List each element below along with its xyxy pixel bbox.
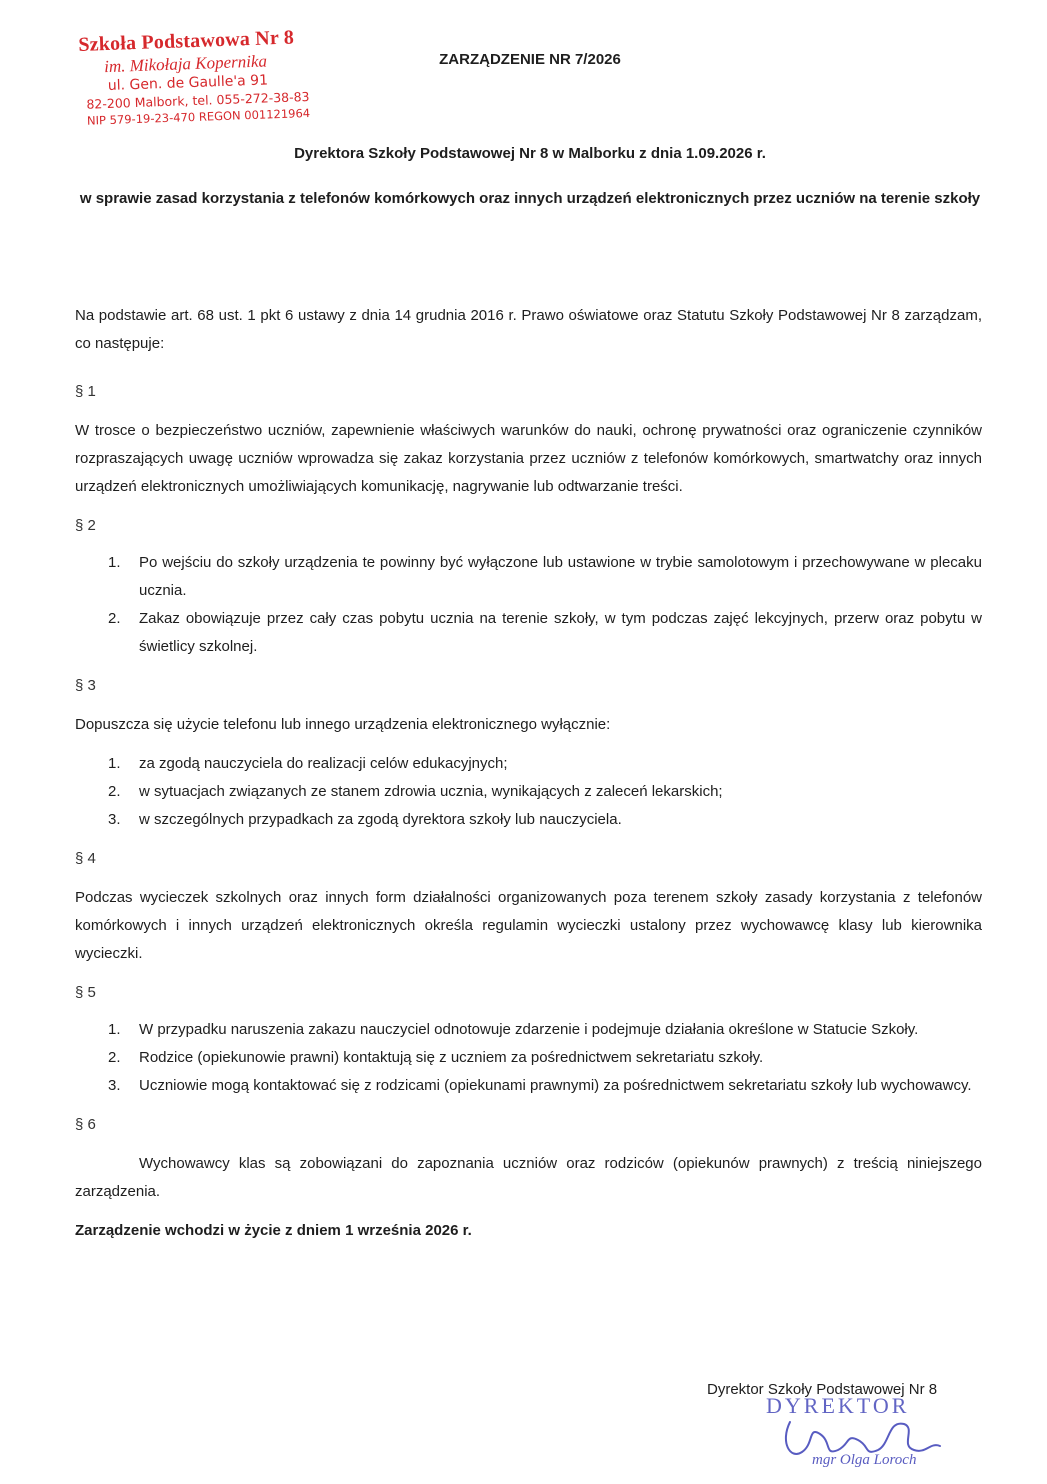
section-2-label: § 2 <box>75 517 96 534</box>
signature-name: mgr Olga Loroch <box>812 1452 917 1468</box>
stamp-city-phone: 82-200 Malbork, tel. 055-272-38-83 <box>86 88 310 112</box>
document-body <box>75 302 982 1245</box>
list-item: 2. Zakaz obowiązuje przez cały czas pobytu ucznia na terenie szkoły, w tym podczas zajęć lekcyjnych, przerw oraz pobytu w świetlicy szkolnej. <box>108 610 982 655</box>
document-subtitle: Dyrektora Szkoły Podstawowej Nr 8 w Malborku z dnia 1.09.2026 r. <box>294 145 766 162</box>
section-3-text: Dopuszcza się użycie telefonu lub innego urządzenia elektronicznego wyłącznie: <box>75 716 611 733</box>
list-item: 3. Uczniowie mogą kontaktować się z rodzicami (opiekunami prawnymi) za pośrednictwem sekretariatu szkoły lub wychowawcy. <box>108 1077 972 1094</box>
list-item: 1. Po wejściu do szkoły urządzenia te powinny być wyłączone lub ustawione w trybie samolotowym i przechowywane w plecaku ucznia. <box>108 554 982 599</box>
document-title: ZARZĄDZENIE NR 7/2026 <box>439 51 621 68</box>
stamp-school-name: Szkoła Podstawowa Nr 8 <box>78 26 295 56</box>
section-1-text: W trosce o bezpieczeństwo uczniów, zapewnienie właściwych warunków do nauki, ochronę prywatności oraz ograniczenie czynników rozpraszających uwagę uczniów wprowadza się zakaz korzystania przez uczniów z telefonów komórkowych, smartwatchy oraz innych urządzeń elektronicznych umożliwiających komunikację, nagrywanie lub odtwarzanie treści. <box>75 422 982 495</box>
document-subject: w sprawie zasad korzystania z telefonów komórkowych oraz innych urządzeń elektronicznych przez uczniów na terenie szkoły <box>79 190 981 207</box>
signature-title: Dyrektor Szkoły Podstawowej Nr 8 <box>707 1381 938 1398</box>
school-stamp <box>78 25 349 128</box>
section-3-list <box>75 750 982 834</box>
list-item: 1. za zgodą nauczyciela do realizacji celów edukacyjnych; <box>108 755 508 772</box>
stamp-nip-regon: NIP 579-19-23-470 REGON 001121964 <box>86 105 311 128</box>
section-4-text: Podczas wycieczek szkolnych oraz innych form działalności organizowanych poza terenem szkoły zasady korzystania z telefonów komórkowych i innych urządzeń elektronicznych określa regulamin wycieczki ustalony przez wychowawcę klasy lub kierownika wycieczki. <box>75 889 982 962</box>
list-item: 3. w szczególnych przypadkach za zgodą dyrektora szkoły lub nauczyciela. <box>108 811 622 828</box>
stamp-patron: im. Mikołaja Kopernika <box>103 51 268 77</box>
section-1-label: § 1 <box>75 383 96 400</box>
section-2-list <box>75 549 982 661</box>
list-item: 1. W przypadku naruszenia zakazu nauczyciel odnotowuje zdarzenie i podejmuje działania określone w Statucie Szkoły. <box>108 1021 919 1038</box>
closing-statement: Zarządzenie wchodzi w życie z dniem 1 września 2026 r. <box>75 1222 472 1239</box>
stamp-street: ul. Gen. de Gaulle'a 91 <box>107 72 269 94</box>
section-3-label: § 3 <box>75 677 96 694</box>
intro-paragraph: Na podstawie art. 68 ust. 1 pkt 6 ustawy z dnia 14 grudnia 2016 r. Prawo oświatowe oraz Statutu Szkoły Podstawowej Nr 8 zarządzam, co następuje: <box>75 307 982 352</box>
section-5-list <box>75 1016 982 1100</box>
section-5-label: § 5 <box>75 984 96 1001</box>
section-6-text: Wychowawcy klas są zobowiązani do zapoznania uczniów oraz rodziców (opiekunów prawnych) z treścią niniejszego zarządzenia. <box>75 1155 982 1200</box>
list-item: 2. Rodzice (opiekunowie prawni) kontaktują się z uczniem za pośrednictwem sekretariatu szkoły. <box>108 1049 764 1066</box>
section-6-label: § 6 <box>75 1116 96 1133</box>
section-4-label: § 4 <box>75 850 96 867</box>
signature-stamp: DYREKTOR <box>766 1393 910 1418</box>
list-item: 2. w sytuacjach związanych ze stanem zdrowia ucznia, wynikających z zaleceń lekarskich; <box>108 783 723 800</box>
